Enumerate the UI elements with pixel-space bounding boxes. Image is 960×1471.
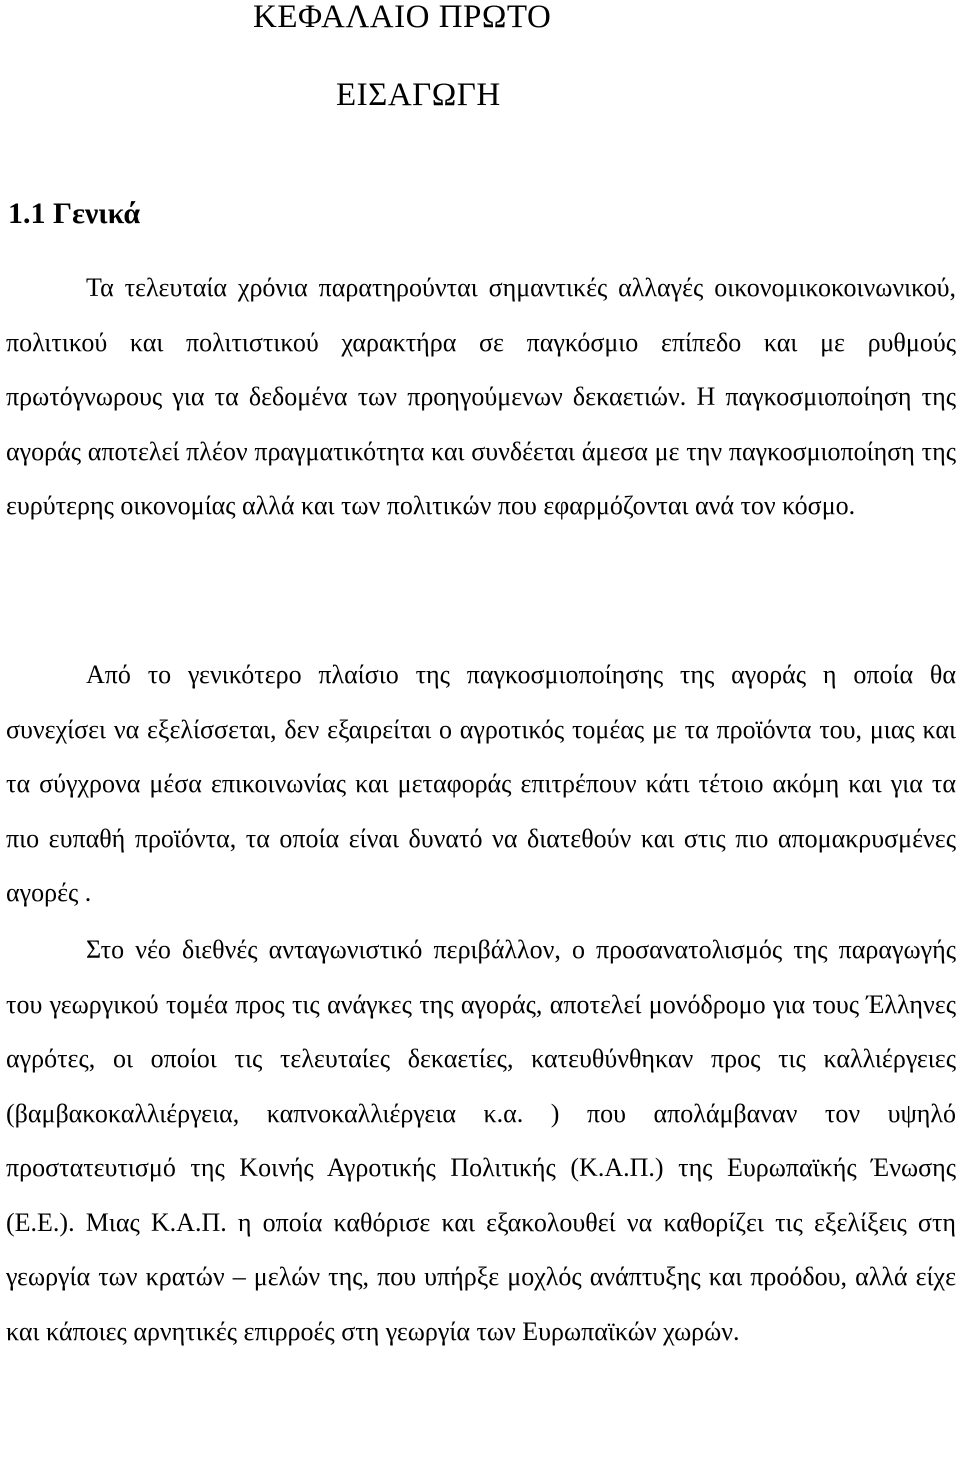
section-heading: ΕΙΣΑΓΩΓΗ (336, 77, 501, 113)
subsection-heading: 1.1 Γενικά (8, 197, 141, 230)
paragraph-2 (6, 648, 956, 921)
paragraph-1-text: Τα τελευταία χρόνια παρατηρούνται σημαντικές αλλαγές οικονομικοκοινωνικού, πολιτικού και πολιτιστικού χαρακτήρα σε παγκόσμιο επίπεδο και με ρυθμούς πρωτόγνωρους για τα δεδομένα των προηγούμενων δεκαετιών. Η παγκοσμιοποίηση της αγοράς αποτελεί πλέον πραγματικότητα και συνδέεται άμεσα με την παγκοσμιοποίηση της ευρύτερης οικονομίας αλλά και των πολιτικών που εφαρμόζονται ανά τον κόσμο. (6, 273, 956, 520)
paragraph-3-text: Στο νέο διεθνές ανταγωνιστικό περιβάλλον, ο προσανατολισμός της παραγωγής του γεωργικού τομέα προς τις ανάγκες της αγοράς, αποτελεί μονόδρομο για τους Έλληνες αγρότες, οι οποίοι τις τελευταίες δεκαετίες, κατευθύνθηκαν προς τις καλλιέργειες (βαμβακοκαλλιέργεια, καπνοκαλλιέργεια κ.α. ) που απολάμβαναν τον υψηλό προστατευτισμό της Κοινής Αγροτικής Πολιτικής (Κ.Α.Π.) της Ευρωπαϊκής Ένωσης (Ε.Ε.). Μιας Κ.Α.Π. η οποία καθόρισε και εξακολουθεί να καθορίζει τις εξελίξεις στη γεωργία των κρατών – μελών της, που υπήρξε μοχλός ανάπτυξης και προόδου, αλλά είχε και κάποιες αρνητικές επιρροές στη γεωργία των Ευρωπαϊκών χωρών. (6, 935, 956, 1346)
paragraph-1 (6, 261, 956, 534)
chapter-title: ΚΕΦΑΛΑΙΟ ΠΡΩΤΟ (253, 0, 552, 35)
paragraph-3 (6, 923, 956, 1359)
paragraph-2-text: Από το γενικότερο πλαίσιο της παγκοσμιοποίησης της αγοράς η οποία θα συνεχίσει να εξελίσσεται, δεν εξαιρείται ο αγροτικός τομέας με τα προϊόντα του, μιας και τα σύγχρονα μέσα επικοινωνίας και μεταφοράς επιτρέπουν κάτι τέτοιο ακόμη και για τα πιο ευπαθή προϊόντα, τα οποία είναι δυνατό να διατεθούν και στις πιο απομακρυσμένες αγορές . (6, 660, 956, 907)
